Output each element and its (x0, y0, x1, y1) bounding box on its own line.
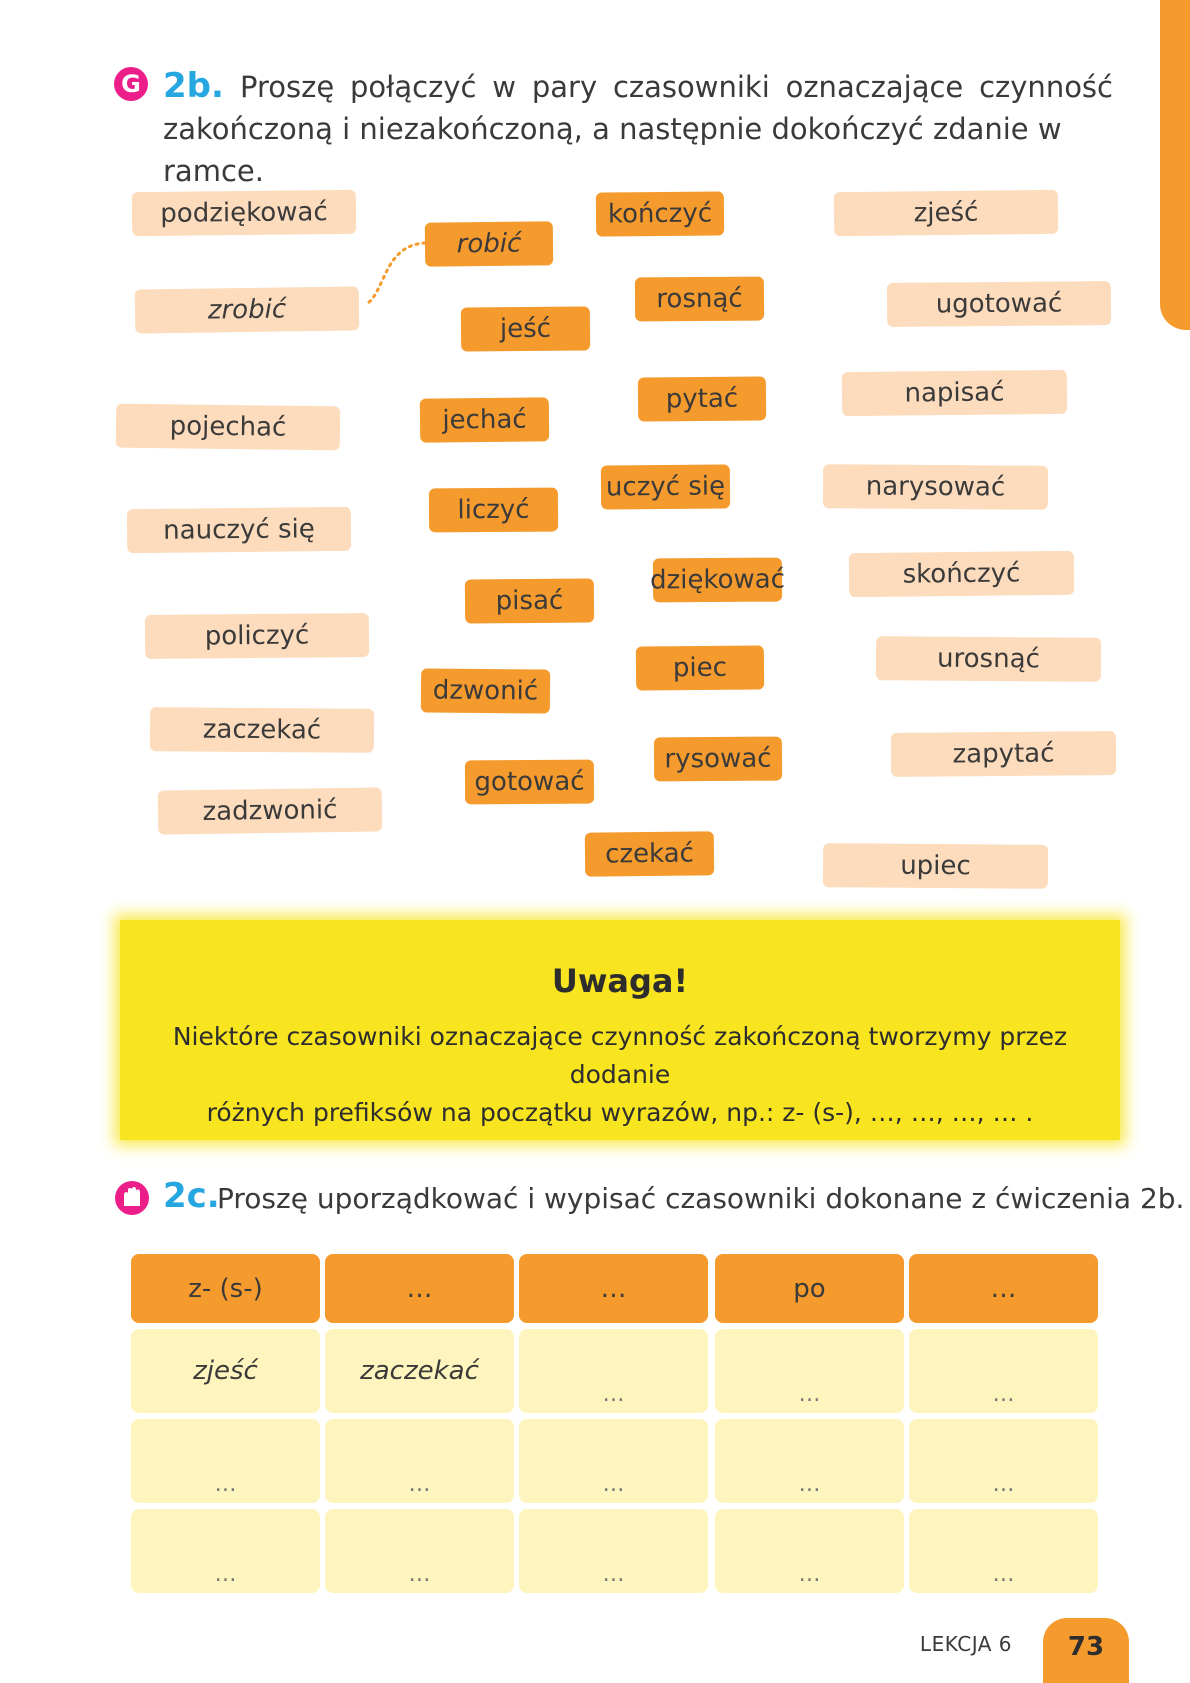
verb-chip[interactable]: policzyć (145, 613, 369, 659)
table-cell[interactable]: … (325, 1419, 514, 1503)
table-header: … (909, 1254, 1098, 1323)
verb-chip[interactable]: zjeść (834, 190, 1058, 236)
table-cell[interactable]: … (715, 1509, 904, 1593)
table-cell[interactable]: … (519, 1419, 708, 1503)
verb-chip[interactable]: zaczekać (150, 707, 374, 753)
verb-chip[interactable]: urosnąć (876, 636, 1101, 682)
table-cell[interactable]: zaczekać (325, 1329, 514, 1413)
verb-chip[interactable]: dziękować (653, 558, 782, 603)
verb-chip[interactable]: narysować (823, 464, 1048, 510)
verb-chip[interactable]: liczyć (429, 488, 558, 533)
table-header: … (519, 1254, 708, 1323)
grammar-icon: G (114, 67, 148, 101)
verb-chip[interactable]: napisać (842, 370, 1067, 416)
table-cell[interactable]: … (131, 1509, 320, 1593)
table-cell[interactable]: zjeść (131, 1329, 320, 1413)
writing-hand-icon (114, 1180, 150, 1216)
side-tab (1160, 0, 1190, 330)
verb-chip[interactable]: czekać (585, 831, 714, 876)
verb-chip[interactable]: rysować (654, 737, 782, 782)
verb-chip[interactable]: kończyć (596, 191, 724, 236)
table-cell[interactable]: … (909, 1419, 1098, 1503)
exercise-2b-number: 2b. (163, 66, 224, 106)
note-body (140, 1018, 1100, 1132)
verb-chip[interactable]: dzwonić (421, 668, 550, 713)
verb-chip[interactable]: gotować (465, 760, 594, 805)
verb-chip[interactable]: zrobić (135, 286, 360, 333)
exercise-2b-line1: Proszę połączyć w pary czasowniki oznaczające czynność (240, 70, 1113, 104)
verb-chip[interactable]: ugotować (887, 281, 1111, 327)
verb-chip[interactable]: zapytać (891, 731, 1116, 777)
exercise-2c-text: Proszę uporządkować i wypisać czasowniki dokonane z ćwiczenia 2b. (217, 1182, 1185, 1215)
verb-chip[interactable]: zadzwonić (158, 787, 383, 834)
verb-chip[interactable]: jechać (420, 397, 549, 442)
table-cell[interactable]: … (325, 1509, 514, 1593)
verb-chip[interactable]: podziękować (132, 190, 356, 236)
verb-chip[interactable]: upiec (823, 843, 1048, 889)
table-cell[interactable]: … (131, 1419, 320, 1503)
exercise-2b-line2: zakończoną i niezakończoną, a następnie dokończyć zdanie w ramce. (163, 112, 1062, 188)
note-line2: różnych prefiksów na początku wyrazów, np.: z- (s-), …, …, …, … . (206, 1098, 1034, 1127)
verb-chip[interactable]: rosnąć (635, 277, 764, 322)
table-cell[interactable]: … (715, 1329, 904, 1413)
verb-chip[interactable]: uczyć się (601, 464, 730, 509)
verb-chip[interactable]: pytać (638, 376, 766, 421)
table-cell[interactable]: … (909, 1329, 1098, 1413)
table-cell[interactable]: … (909, 1509, 1098, 1593)
note-line1: Niektóre czasowniki oznaczające czynność zakończoną tworzymy przez dodanie (172, 1022, 1068, 1089)
note-box (120, 920, 1120, 1140)
verb-chip[interactable]: robić (425, 221, 553, 266)
verb-chip[interactable]: pisać (465, 578, 594, 623)
verb-chip[interactable]: piec (636, 645, 764, 690)
table-cell[interactable]: … (519, 1329, 708, 1413)
note-title: Uwaga! (551, 962, 689, 1000)
lesson-label: LEKCJA 6 (919, 1632, 1012, 1656)
table-cell[interactable]: … (715, 1419, 904, 1503)
exercise-2c-number: 2c. (163, 1176, 220, 1216)
verb-chip[interactable]: pojechać (116, 404, 341, 451)
table-cell[interactable]: … (519, 1509, 708, 1593)
page-number: 73 (1043, 1618, 1129, 1683)
verb-chip[interactable]: skończyć (849, 551, 1074, 597)
table-header: … (325, 1254, 514, 1323)
verb-chip[interactable]: nauczyć się (127, 507, 351, 553)
table-header: z- (s-) (131, 1254, 320, 1323)
verb-chip[interactable]: jeść (461, 306, 590, 351)
table-header: po (715, 1254, 904, 1323)
